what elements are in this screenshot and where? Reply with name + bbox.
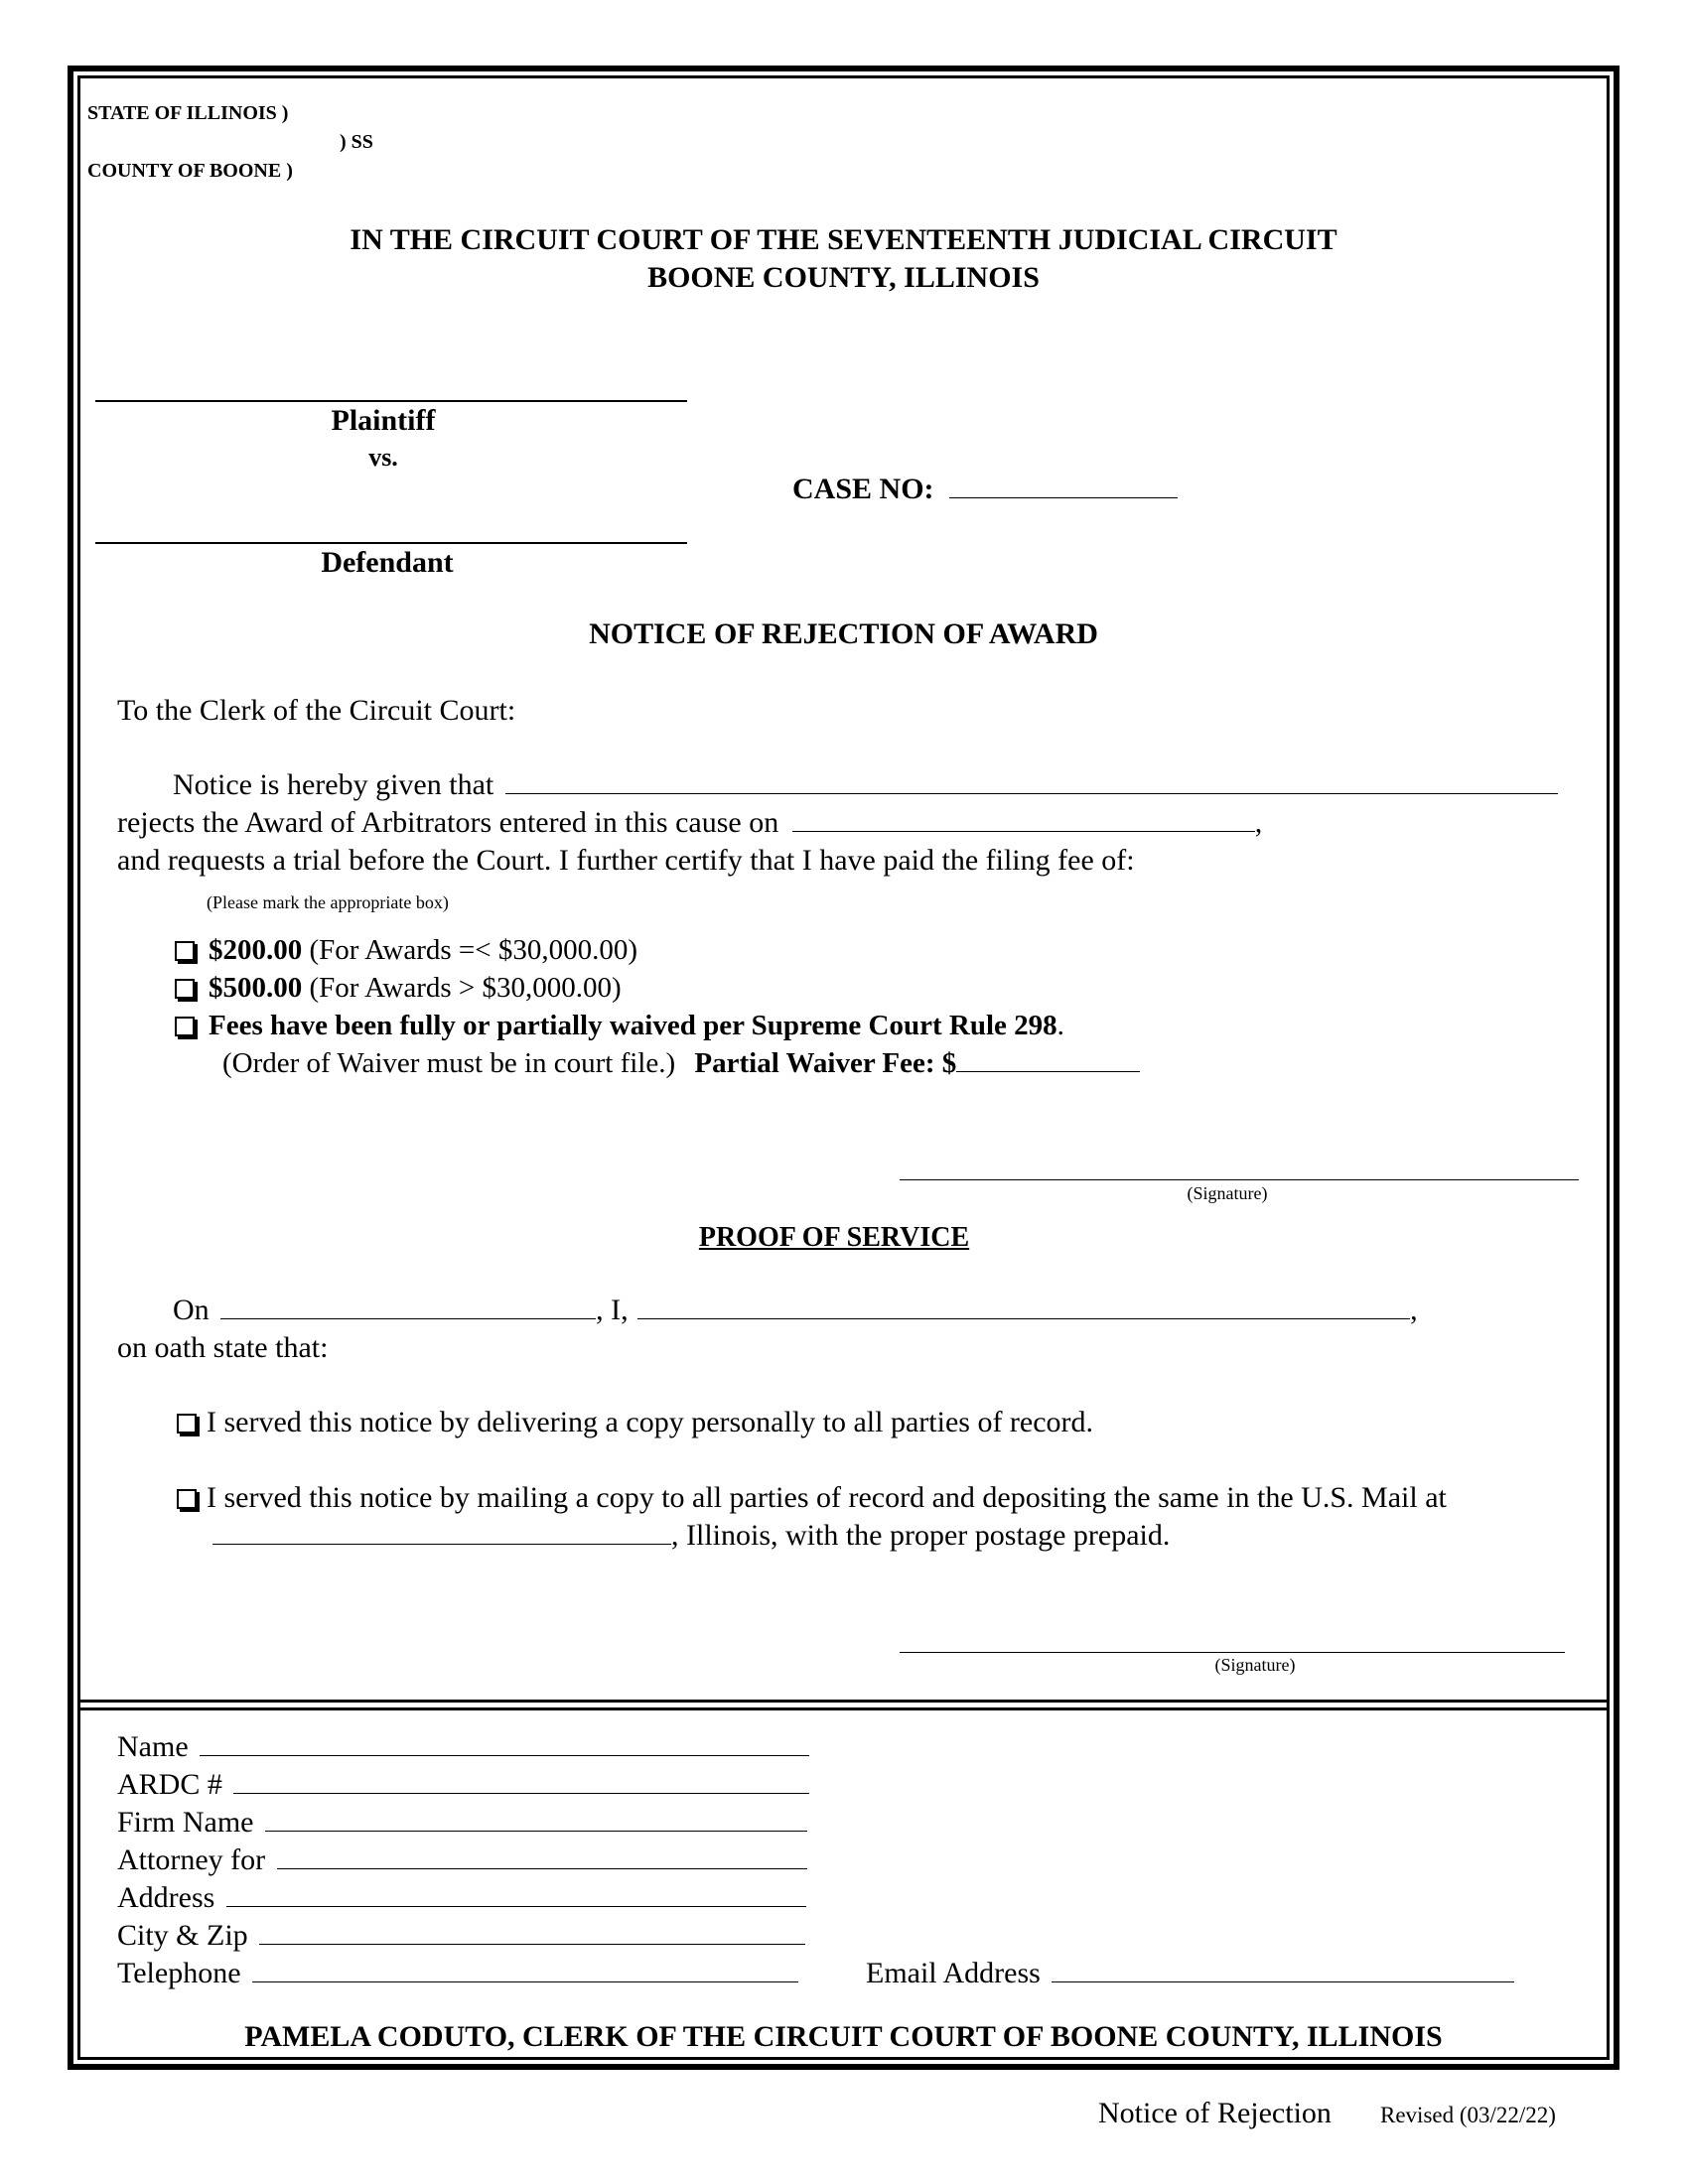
notice-line2 bbox=[117, 806, 1262, 840]
proof-title: PROOF OF SERVICE bbox=[698, 1222, 970, 1253]
attorney-firm-row bbox=[117, 1806, 807, 1840]
waiver-line bbox=[222, 1047, 1140, 1080]
fee-200-desc: (For Awards =< $30,000.00) bbox=[302, 934, 637, 966]
notice-signature-label: (Signature) bbox=[1187, 1183, 1268, 1203]
defendant-label: Defendant bbox=[321, 546, 454, 579]
attorney-for-row bbox=[117, 1843, 807, 1877]
attorney-ardc-row bbox=[117, 1768, 809, 1802]
attorney-name-row bbox=[117, 1730, 809, 1764]
attorney-address-row bbox=[117, 1881, 806, 1915]
venue-county: COUNTY OF BOONE ) bbox=[87, 160, 293, 182]
notice-signature-line[interactable] bbox=[900, 1179, 1579, 1180]
defendant-line[interactable] bbox=[95, 542, 687, 544]
fee-500-checkbox[interactable] bbox=[175, 979, 195, 999]
mail-service-text: I served this notice by mailing a copy to all parties of record and depositing the same in the U.S. Mail at bbox=[207, 1481, 1447, 1514]
attorney-city-row bbox=[117, 1919, 805, 1953]
fee-waived-checkbox[interactable] bbox=[175, 1017, 195, 1036]
footer-revised: Revised (03/22/22) bbox=[1380, 2103, 1556, 2127]
personal-service-checkbox[interactable] bbox=[177, 1414, 197, 1433]
case-no-field[interactable] bbox=[949, 474, 1178, 498]
court-title-line2: BOONE COUNTY, ILLINOIS bbox=[647, 261, 1040, 294]
ardc-label: ARDC # bbox=[117, 1768, 222, 1801]
attorney-phone-row bbox=[117, 1957, 798, 1990]
service-date-field[interactable] bbox=[220, 1295, 596, 1319]
proof-line1 bbox=[173, 1294, 1418, 1327]
notice-line2-text: rejects the Award of Arbitrators entered in this cause on bbox=[117, 806, 779, 839]
attorney-email-row bbox=[866, 1957, 1514, 1990]
mail-service-suffix: , Illinois, with the proper postage prepaid. bbox=[671, 1519, 1171, 1552]
address-field[interactable] bbox=[226, 1882, 806, 1907]
notice-title: NOTICE OF REJECTION OF AWARD bbox=[589, 617, 1098, 650]
fee-500-desc: (For Awards > $30,000.00) bbox=[302, 972, 622, 1004]
oath-line: on oath state that: bbox=[117, 1331, 329, 1364]
notice-line2-comma: , bbox=[1254, 806, 1263, 839]
proof-signature-line[interactable] bbox=[900, 1652, 1565, 1653]
personal-service-text: I served this notice by delivering a copy personally to all parties of record. bbox=[207, 1406, 1094, 1438]
city-zip-label: City & Zip bbox=[117, 1919, 248, 1952]
mailing-city-field[interactable] bbox=[212, 1520, 671, 1545]
service-option-2[interactable] bbox=[177, 1481, 1447, 1515]
telephone-label: Telephone bbox=[117, 1957, 241, 1989]
notice-line1-text: Notice is hereby given that bbox=[173, 768, 494, 801]
plaintiff-line[interactable] bbox=[95, 400, 687, 402]
case-no bbox=[792, 473, 1178, 506]
fee-waived-text: Fees have been fully or partially waived per Supreme Court Rule 298 bbox=[209, 1010, 1057, 1041]
attorney-for-label: Attorney for bbox=[117, 1843, 266, 1876]
proof-on-label: On bbox=[173, 1294, 210, 1326]
proof-comma: , bbox=[1410, 1294, 1418, 1326]
plaintiff-label: Plaintiff bbox=[331, 404, 436, 437]
ardc-field[interactable] bbox=[233, 1769, 809, 1794]
venue-ss: ) SS bbox=[340, 131, 373, 153]
firm-field[interactable] bbox=[265, 1807, 807, 1832]
case-no-label: CASE NO: bbox=[792, 473, 934, 505]
mail-service-line2 bbox=[212, 1519, 1170, 1553]
court-title-line1: IN THE CIRCUIT COURT OF THE SEVENTEENTH JUDICIAL CIRCUIT bbox=[350, 223, 1337, 256]
email-field[interactable] bbox=[1052, 1958, 1514, 1982]
email-label: Email Address bbox=[866, 1957, 1041, 1989]
attorney-for-field[interactable] bbox=[277, 1844, 807, 1869]
proof-signature-label: (Signature) bbox=[1214, 1655, 1296, 1675]
fee-200-checkbox[interactable] bbox=[175, 941, 195, 961]
waiver-note: (Order of Waiver must be in court file.) bbox=[222, 1047, 676, 1079]
notice-line3: and requests a trial before the Court. I further certify that I have paid the filing fee of: bbox=[117, 844, 1135, 877]
vs-label: vs. bbox=[368, 443, 398, 472]
section-divider bbox=[77, 1700, 1610, 1703]
salutation: To the Clerk of the Circuit Court: bbox=[117, 694, 516, 727]
proof-i-label: , I, bbox=[596, 1294, 629, 1326]
rejecting-party-field[interactable] bbox=[505, 769, 1558, 794]
firm-label: Firm Name bbox=[117, 1806, 254, 1839]
notice-line1 bbox=[173, 768, 1558, 802]
award-date-field[interactable] bbox=[792, 807, 1255, 832]
fee-option-1[interactable] bbox=[175, 934, 637, 967]
server-name-field[interactable] bbox=[637, 1295, 1410, 1319]
mail-service-checkbox[interactable] bbox=[177, 1489, 197, 1509]
address-label: Address bbox=[117, 1881, 215, 1914]
fee-500-amount: $500.00 bbox=[209, 972, 303, 1004]
clerk-line: PAMELA CODUTO, CLERK OF THE CIRCUIT COURT OF BOONE COUNTY, ILLINOIS bbox=[244, 2020, 1443, 2053]
footer-form-name: Notice of Rejection bbox=[1098, 2097, 1332, 2129]
telephone-field[interactable] bbox=[252, 1958, 798, 1982]
fee-option-3[interactable] bbox=[175, 1010, 1064, 1042]
fee-waived-period: . bbox=[1056, 1010, 1064, 1041]
partial-waiver-label: Partial Waiver Fee: $ bbox=[694, 1047, 957, 1079]
city-zip-field[interactable] bbox=[259, 1920, 805, 1945]
instruction-note: (Please mark the appropriate box) bbox=[207, 892, 449, 912]
service-option-1[interactable] bbox=[177, 1406, 1093, 1439]
fee-option-2[interactable] bbox=[175, 972, 622, 1005]
partial-waiver-field[interactable] bbox=[956, 1047, 1140, 1072]
section-divider-2 bbox=[77, 1707, 1610, 1710]
name-field[interactable] bbox=[200, 1731, 809, 1756]
fee-200-amount: $200.00 bbox=[209, 934, 303, 966]
name-label: Name bbox=[117, 1730, 189, 1763]
venue-state: STATE OF ILLINOIS ) bbox=[87, 102, 289, 124]
